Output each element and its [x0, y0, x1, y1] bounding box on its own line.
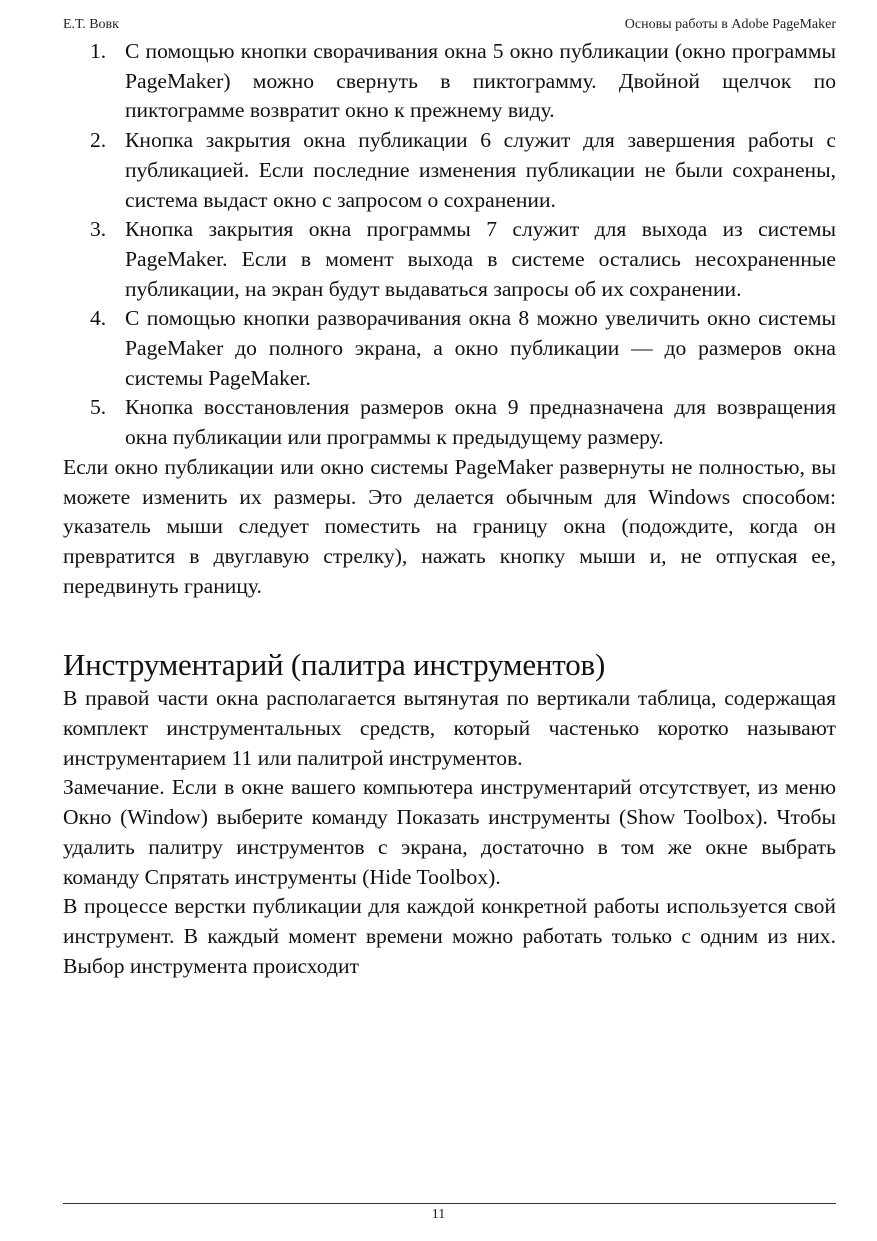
- list-item-text: Кнопка закрытия окна публикации 6 служит для завершения работы с публикацией. Если последние изменения публикации не были сохранены, система выдаст окно с запросом о сохранении.: [125, 128, 836, 212]
- paragraph-resize: Если окно публикации или окно системы PageMaker развернуты не полностью, вы можете изменить их размеры. Это делается обычным для Windows способом: указатель мыши следует поместить на границу окна (подождите, когда он превратится в двуглавую стрелку), нажать кнопку мыши и, не отпуская ее, передвинуть границу.: [63, 454, 836, 598]
- paragraph-process: В процессе верстки публикации для каждой конкретной работы используется свой инструмент. В каждый момент времени можно работать только с одним из них. Выбор инструмента происходит: [63, 894, 836, 978]
- header-author: Е.Т. Вовк: [63, 17, 119, 32]
- list-item-number: 3.: [90, 217, 107, 242]
- list-item: [90, 126, 836, 215]
- list-item-text: Кнопка закрытия окна программы 7 служит для выхода из системы PageMaker. Если в момент выхода в системе остались несохраненные публикации, на экран будут выдаваться запросы об их сохранении.: [125, 217, 836, 301]
- numbered-list: [63, 37, 836, 453]
- list-item-text: С помощью кнопки разворачивания окна 8 можно увеличить окно системы PageMaker до полного экрана, а окно публикации — до размеров окна системы PageMaker.: [125, 306, 836, 390]
- header-title: Основы работы в Adobe PageMaker: [624, 17, 836, 32]
- list-item-number: 2.: [90, 128, 107, 153]
- list-item-number: 1.: [90, 39, 107, 63]
- list-item: [90, 393, 836, 452]
- list-item-text: С помощью кнопки сворачивания окна 5 окно публикации (окно программы PageMaker) можно свернуть в пиктограмму. Двойной щелчок по пиктограмме возвратит окно к прежнему виду.: [125, 39, 836, 123]
- footer-divider: [63, 1203, 836, 1204]
- page-header: [63, 15, 836, 35]
- paragraph-toolbox-intro: В правой части окна располагается вытянутая по вертикали таблица, содержащая комплект инструментальных средств, который частенько коротко называют инструментарием 11 или палитрой инструментов.: [63, 686, 836, 770]
- section-heading: Инструментарий (палитра инструментов): [63, 647, 606, 683]
- paragraph-note: Замечание. Если в окне вашего компьютера инструментарий отсутствует, из меню Окно (Window) выберите команду Показать инструменты (Show Toolbox). Чтобы удалить палитру инструментов с экрана, достаточно в том же окне выбрать команду Спрятать инструменты (Hide Toolbox).: [63, 775, 836, 889]
- list-item-number: 4.: [90, 306, 107, 331]
- page-content: [63, 37, 836, 981]
- list-item-number: 5.: [90, 395, 107, 420]
- list-item: [90, 215, 836, 304]
- list-item: [90, 304, 836, 393]
- list-item-text: Кнопка восстановления размеров окна 9 предназначена для возвращения окна публикации или программы к предыдущему размеру.: [125, 395, 836, 450]
- list-item: [90, 37, 836, 126]
- page-number: 11: [431, 1207, 446, 1222]
